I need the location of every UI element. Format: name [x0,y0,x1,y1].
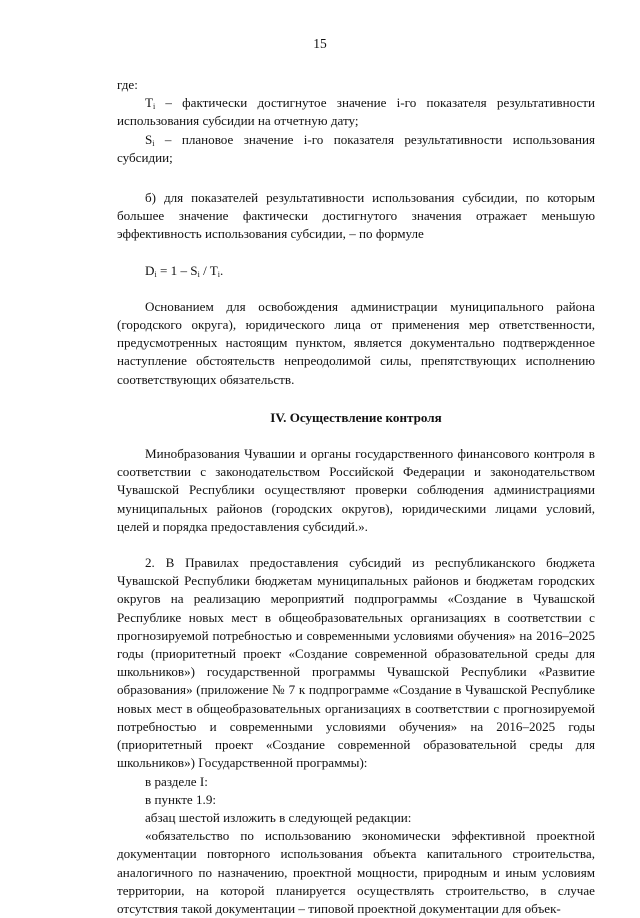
var-t: T [145,95,153,111]
section-title: IV. Осуществление контроля [270,409,442,425]
document-body [117,76,595,918]
var-s: S [145,131,153,147]
line-abzac: абзац шестой изложить в следующей редакции: [145,809,412,825]
paragraph-basis: Основанием для освобождения администрации муниципального района (городского округа), юридического лица от применения мер ответственности, предусмотренных настоящим пунктом, является документально подтвержденное наступление обстоятельств непреодолимой силы, препятствующих исполнению соответствующих обязательств. [117,298,595,387]
formula-slash: / T [199,262,218,278]
var-s-sub: i [152,138,155,148]
where-label: где: [117,77,138,92]
paragraph-b: б) для показателей результативности использования субсидии, по которым большее значение фактически достигнутого значения отражает меньшую эффективность использования субсидии, – по формуле [117,190,595,242]
definition-s-text: – плановое значение i-го показателя результативности использования субсидии; [117,131,595,165]
definition-t-text: – фактически достигнутое значение i-го показателя результативности использования субсидии на отчетную дату; [117,95,595,129]
line-point: в пункте 1.9: [145,791,217,807]
paragraph-quote: «обязательство по использованию экономически эффективной проектной документации повторного использования объекта капитального строительства, аналогичного по назначению, проектной мощности, природным и иным условиям территории, на которой планируется осуществлять строительство, в случае отсутствия такой документации – типовой проектной документации для объек- [117,828,595,916]
formula-t-sub: i [217,269,220,279]
formula-middle: = 1 – S [156,262,198,278]
definition-s [117,131,595,167]
formula-di [117,262,595,280]
formula-s-sub: i [197,269,200,279]
definition-t [117,94,595,130]
paragraph-control: Минобразования Чувашии и органы государственного финансового контроля в соответствии с законодательством Российской Федерации и законодательством Чувашской Республики осуществляют проверки соблюдения администрациями муниципальных районов (городских округов), юридическими лицами условий, целей и порядка предоставления субсидий.». [117,446,595,534]
formula-d-sub: i [154,269,157,279]
paragraph-2: 2. В Правилах предоставления субсидий из республиканского бюджета Чувашской Республики бюджетам муниципальных районов и бюджетам городских округов на реализацию мероприятий подпрограммы «Создание в Чувашской Республике новых мест в общеобразовательных организациях в соответствии с прогнозируемой потребностью и современными условиями обучения» на 2016–2025 годы (приоритетный проект «Создание современной образовательной среды для школьников») государственной программы Чувашской Республики «Развитие образования» (приложение № 7 к подпрограмме «Создание в Чувашской Республике новых мест в общеобразовательных организациях в соответствии с прогнозируемой потребностью и современными условиями обучения» на 2016–2025 годы (приоритетный проект «Создание современной образовательной среды для школьников») Государственной программы): [117,555,595,771]
formula-end: . [219,262,224,278]
formula-d: D [145,262,155,278]
line-section: в разделе I: [145,773,208,789]
var-t-sub: i [153,102,156,112]
page-number: 15 [313,36,327,51]
